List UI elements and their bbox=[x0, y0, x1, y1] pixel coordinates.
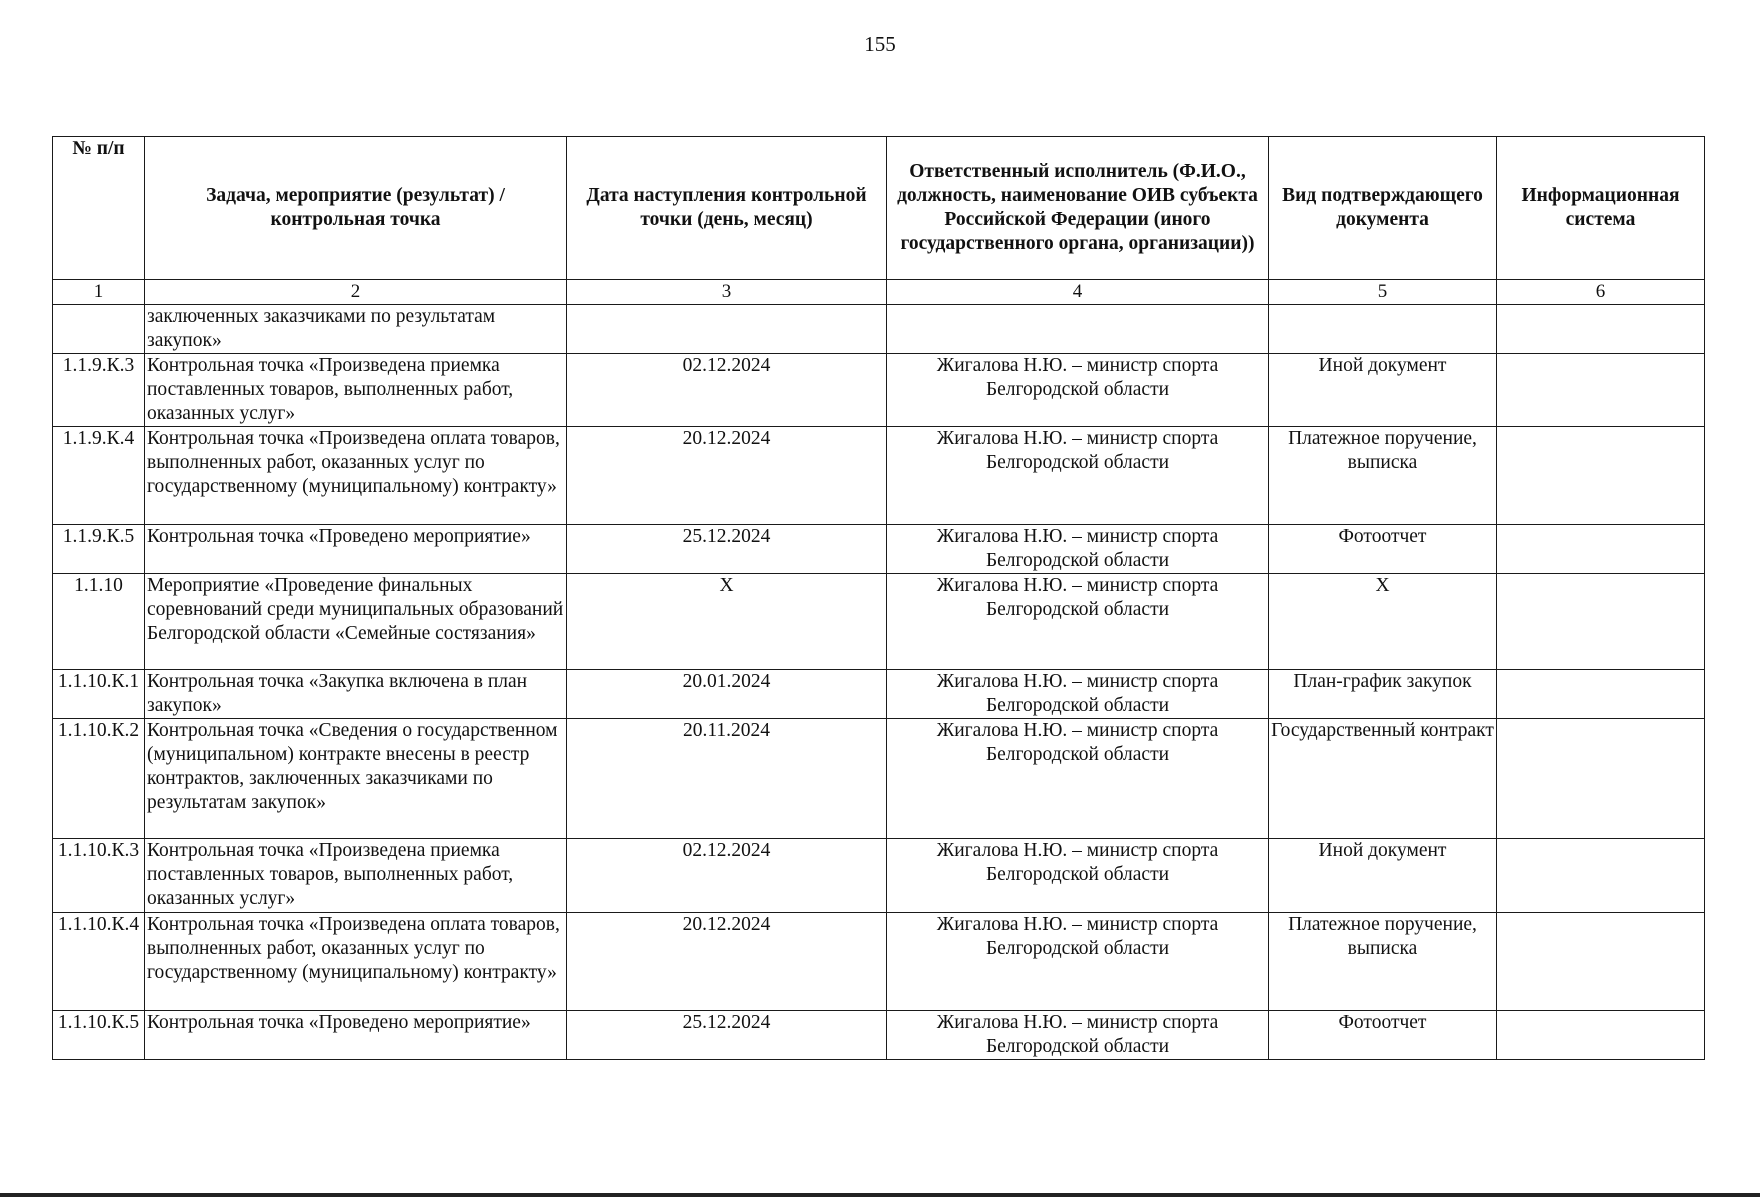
control-points-table bbox=[52, 136, 1705, 1060]
row-date: Х bbox=[567, 574, 887, 670]
row-task: заключенных заказчиками по результатам закупок» bbox=[145, 305, 567, 354]
row-date: 20.11.2024 bbox=[567, 719, 887, 839]
row-document: Фотоотчет bbox=[1269, 1011, 1497, 1060]
row-system bbox=[1497, 427, 1705, 525]
table-row bbox=[53, 1011, 1705, 1060]
row-date: 02.12.2024 bbox=[567, 839, 887, 913]
row-number: 1.1.10.К.4 bbox=[53, 913, 145, 1011]
row-task: Контрольная точка «Сведения о государственном (муниципальном) контракте внесены в реестр контрактов, заключенных заказчиками по результатам закупок» bbox=[145, 719, 567, 839]
row-executor: Жигалова Н.Ю. – министр спорта Белгородской области bbox=[887, 354, 1269, 427]
table-row bbox=[53, 719, 1705, 839]
row-date: 02.12.2024 bbox=[567, 354, 887, 427]
table-row bbox=[53, 670, 1705, 719]
row-task: Контрольная точка «Произведена приемка поставленных товаров, выполненных работ, оказанных услуг» bbox=[145, 354, 567, 427]
header-executor: Ответственный исполнитель (Ф.И.О., должность, наименование ОИВ субъекта Российской Федерации (иного государственного органа, организации)) bbox=[887, 137, 1269, 280]
table-row bbox=[53, 525, 1705, 574]
row-system bbox=[1497, 839, 1705, 913]
row-document: Иной документ bbox=[1269, 354, 1497, 427]
row-executor bbox=[887, 305, 1269, 354]
table-row bbox=[53, 574, 1705, 670]
row-number: 1.1.10.К.2 bbox=[53, 719, 145, 839]
table-row bbox=[53, 913, 1705, 1011]
row-document: Х bbox=[1269, 574, 1497, 670]
bottom-scan-edge bbox=[0, 1193, 1760, 1197]
row-system bbox=[1497, 1011, 1705, 1060]
row-number: 1.1.9.К.4 bbox=[53, 427, 145, 525]
row-date bbox=[567, 305, 887, 354]
row-date: 20.12.2024 bbox=[567, 427, 887, 525]
table-body bbox=[53, 280, 1705, 1060]
row-document: План-график закупок bbox=[1269, 670, 1497, 719]
row-task: Мероприятие «Проведение финальных соревнований среди муниципальных образований Белгородской области «Семейные состязания» bbox=[145, 574, 567, 670]
column-number: 2 bbox=[145, 280, 567, 305]
header-task: Задача, мероприятие (результат) / контрольная точка bbox=[145, 137, 567, 280]
column-number: 4 bbox=[887, 280, 1269, 305]
row-task: Контрольная точка «Произведена оплата товаров, выполненных работ, оказанных услуг по государственному (муниципальному) контракту» bbox=[145, 913, 567, 1011]
row-system bbox=[1497, 913, 1705, 1011]
row-executor: Жигалова Н.Ю. – министр спорта Белгородской области bbox=[887, 719, 1269, 839]
row-document: Иной документ bbox=[1269, 839, 1497, 913]
row-task: Контрольная точка «Закупка включена в план закупок» bbox=[145, 670, 567, 719]
row-executor: Жигалова Н.Ю. – министр спорта Белгородской области bbox=[887, 525, 1269, 574]
row-document: Платежное поручение, выписка bbox=[1269, 913, 1497, 1011]
row-number: 1.1.10.К.5 bbox=[53, 1011, 145, 1060]
row-number: 1.1.9.К.5 bbox=[53, 525, 145, 574]
header-date: Дата наступления контрольной точки (день, месяц) bbox=[567, 137, 887, 280]
row-executor: Жигалова Н.Ю. – министр спорта Белгородской области bbox=[887, 427, 1269, 525]
table-row bbox=[53, 427, 1705, 525]
header-system: Информационная система bbox=[1497, 137, 1705, 280]
row-number bbox=[53, 305, 145, 354]
table-row bbox=[53, 354, 1705, 427]
row-number: 1.1.10 bbox=[53, 574, 145, 670]
row-number: 1.1.10.К.3 bbox=[53, 839, 145, 913]
row-task: Контрольная точка «Проведено мероприятие» bbox=[145, 525, 567, 574]
row-number: 1.1.9.К.3 bbox=[53, 354, 145, 427]
row-system bbox=[1497, 670, 1705, 719]
header-number: № п/п bbox=[53, 137, 145, 280]
row-system bbox=[1497, 719, 1705, 839]
row-task: Контрольная точка «Произведена приемка поставленных товаров, выполненных работ, оказанных услуг» bbox=[145, 839, 567, 913]
row-executor: Жигалова Н.Ю. – министр спорта Белгородской области bbox=[887, 913, 1269, 1011]
table-header-row bbox=[53, 137, 1705, 280]
row-system bbox=[1497, 354, 1705, 427]
row-task: Контрольная точка «Произведена оплата товаров, выполненных работ, оказанных услуг по государственному (муниципальному) контракту» bbox=[145, 427, 567, 525]
row-executor: Жигалова Н.Ю. – министр спорта Белгородской области bbox=[887, 839, 1269, 913]
row-system bbox=[1497, 305, 1705, 354]
row-document: Фотоотчет bbox=[1269, 525, 1497, 574]
row-executor: Жигалова Н.Ю. – министр спорта Белгородской области bbox=[887, 1011, 1269, 1060]
column-number: 6 bbox=[1497, 280, 1705, 305]
header-document: Вид подтверждающего документа bbox=[1269, 137, 1497, 280]
column-number-row bbox=[53, 280, 1705, 305]
row-date: 20.01.2024 bbox=[567, 670, 887, 719]
column-number: 3 bbox=[567, 280, 887, 305]
column-number: 1 bbox=[53, 280, 145, 305]
row-executor: Жигалова Н.Ю. – министр спорта Белгородской области bbox=[887, 574, 1269, 670]
page-number: 155 bbox=[864, 32, 896, 56]
row-executor: Жигалова Н.Ю. – министр спорта Белгородской области bbox=[887, 670, 1269, 719]
row-date: 25.12.2024 bbox=[567, 1011, 887, 1060]
row-document: Платежное поручение, выписка bbox=[1269, 427, 1497, 525]
row-task: Контрольная точка «Проведено мероприятие» bbox=[145, 1011, 567, 1060]
row-number: 1.1.10.К.1 bbox=[53, 670, 145, 719]
row-date: 25.12.2024 bbox=[567, 525, 887, 574]
row-system bbox=[1497, 525, 1705, 574]
row-system bbox=[1497, 574, 1705, 670]
row-date: 20.12.2024 bbox=[567, 913, 887, 1011]
row-document bbox=[1269, 305, 1497, 354]
row-document: Государственный контракт bbox=[1269, 719, 1497, 839]
table-row bbox=[53, 305, 1705, 354]
column-number: 5 bbox=[1269, 280, 1497, 305]
table-row bbox=[53, 839, 1705, 913]
